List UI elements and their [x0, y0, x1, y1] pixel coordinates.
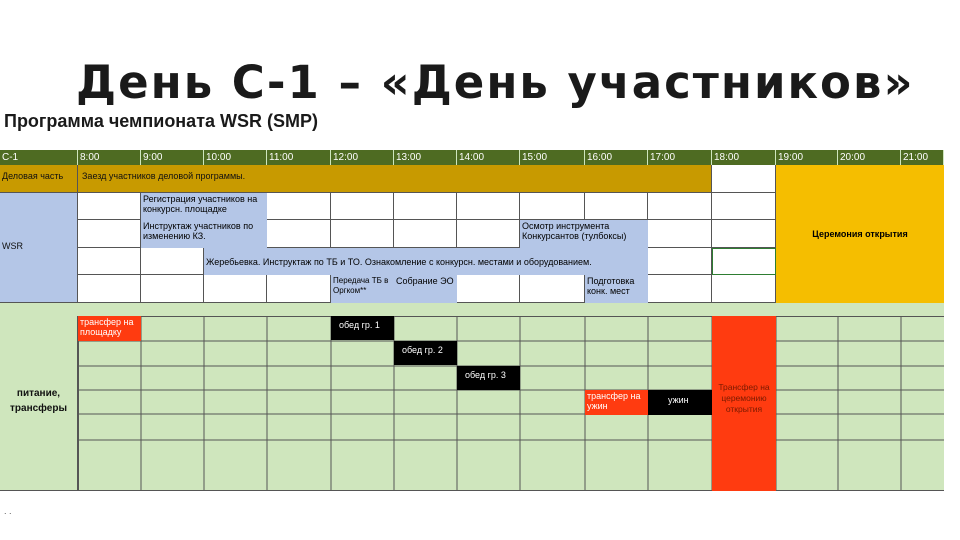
cell: [712, 165, 776, 193]
header-time: 11:00: [267, 150, 331, 165]
cell: [648, 193, 712, 220]
header-time: 18:00: [712, 150, 776, 165]
header-time: 10:00: [204, 150, 267, 165]
cell: [267, 220, 331, 248]
cell: [457, 193, 520, 220]
header-time: 16:00: [585, 150, 648, 165]
cell: [204, 275, 267, 303]
cell: [78, 275, 141, 303]
header-time: 19:00: [776, 150, 838, 165]
section-business-label: Деловая часть: [0, 165, 78, 193]
cell: [141, 275, 204, 303]
event-lunch-3: обед гр. 3: [457, 366, 520, 390]
header-time: 21:00: [901, 150, 944, 165]
event-draw: Жеребьевка. Инструктаж по ТБ и ТО. Ознакомление с конкурсн. местами и оборудованием.: [204, 248, 648, 275]
cell: [648, 220, 712, 248]
cell: [394, 193, 457, 220]
cell: [267, 275, 331, 303]
program-title: Программа чемпионата WSR (SMP): [4, 111, 319, 131]
footnote-marks: . .: [4, 506, 12, 516]
cell: [585, 193, 648, 220]
event-inspection: Осмотр инструмента Конкурсантов (тулбоксы): [520, 220, 648, 248]
cell: [520, 193, 585, 220]
header-time: 15:00: [520, 150, 585, 165]
cell: [78, 193, 141, 220]
event-transfer-opening: Трансфер на церемонию открытия: [712, 316, 776, 491]
cell: [78, 220, 141, 248]
event-meeting: Собрание ЭО: [394, 275, 457, 303]
header-day: C-1: [0, 150, 78, 165]
header-time: 20:00: [838, 150, 901, 165]
cell: [712, 220, 776, 248]
header-time: 17:00: [648, 150, 712, 165]
cell: [331, 220, 394, 248]
event-briefing: Инструктаж участников по изменению КЗ.: [141, 220, 267, 248]
schedule-table: [0, 150, 944, 491]
event-preparation: Подготовка конк. мест: [585, 275, 648, 303]
section-food-label: питание, трансферы: [0, 316, 78, 491]
selected-cell[interactable]: [712, 248, 776, 275]
header-time: 12:00: [331, 150, 394, 165]
cell: [457, 275, 520, 303]
event-opening-ceremony: Церемония открытия: [776, 165, 944, 303]
cell: [394, 220, 457, 248]
cell: [141, 248, 204, 275]
slide-title: День С-1 – «День участников»: [76, 56, 915, 109]
header-time: 13:00: [394, 150, 457, 165]
event-registration: Регистрация участников на конкурсн. площадке: [141, 193, 267, 220]
cell: [712, 275, 776, 303]
event-arrival: Заезд участников деловой программы.: [78, 165, 712, 193]
cell: [712, 193, 776, 220]
cell: [331, 193, 394, 220]
event-transfer-site: трансфер на площадку: [78, 316, 141, 341]
header-time: 14:00: [457, 150, 520, 165]
event-transfer-dinner: трансфер на ужин: [585, 390, 648, 415]
header-time: 8:00: [78, 150, 141, 165]
cell: [78, 248, 141, 275]
event-lunch-2: обед гр. 2: [394, 341, 457, 365]
cell: [520, 275, 585, 303]
event-handover: Передача ТБ в Оргком**: [331, 275, 394, 303]
header-time: 9:00: [141, 150, 204, 165]
cell: [457, 220, 520, 248]
event-dinner: ужин: [648, 390, 712, 415]
event-lunch-1: обед гр. 1: [331, 316, 394, 340]
cell: [648, 275, 712, 303]
food-grid-lines: [78, 316, 944, 491]
cell: [267, 193, 331, 220]
cell: [648, 248, 712, 275]
section-wsr-label: WSR: [0, 193, 78, 303]
